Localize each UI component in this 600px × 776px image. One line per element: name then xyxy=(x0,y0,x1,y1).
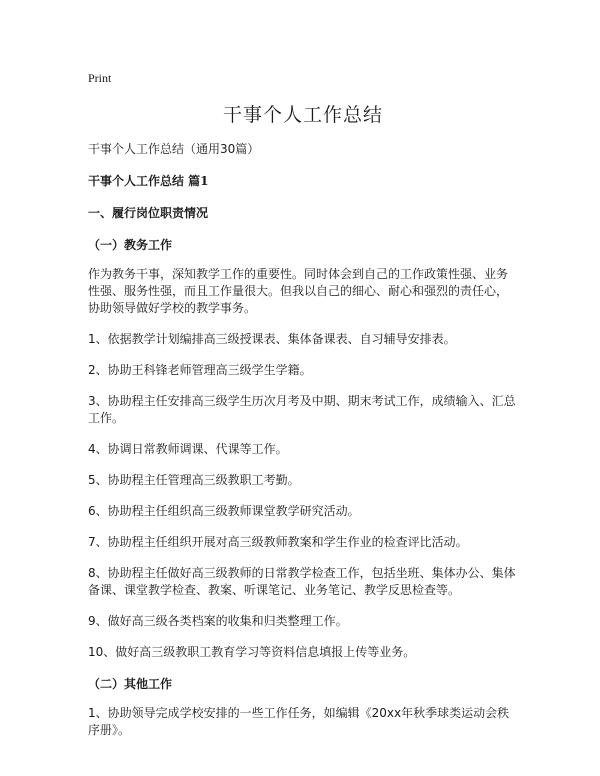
intro-paragraph: 作为教务干事，深知教学工作的重要性。同时体会到自己的工作政策性强、业务性强、服务性强，而且工作量很大。但我以自己的细心、耐心和强烈的责任心，协助领导做好学校的教学事务。 xyxy=(88,267,509,315)
list-item: 2、协助王科锋老师管理高三级学生学籍。 xyxy=(88,363,312,377)
list-item: 1、协助领导完成学校安排的一些工作任务，如编辑《20xx年秋季球类运动会秩序册》。 xyxy=(88,706,510,737)
subsection-heading-other: （二）其他工作 xyxy=(88,677,173,691)
list-item: 9、做好高三级各类档案的收集和归类整理工作。 xyxy=(88,614,348,628)
page-title: 干事个人工作总结 xyxy=(222,104,383,126)
list-item: 10、做好高三级教职工教育学习等资料信息填报上传等业务。 xyxy=(88,645,416,659)
section-heading-duties: 一、履行岗位职责情况 xyxy=(88,206,209,220)
list-item: 8、协助程主任做好高三级教师的日常教学检查工作，包括坐班、集体办公、集体备课、课堂教学检查、教案、听课笔记、业务笔记、教学反思检查等。 xyxy=(88,566,516,597)
list-item: 3、协助程主任安排高三级学生历次月考及中期、期末考试工作，成绩输入、汇总工作。 xyxy=(88,394,516,425)
document-page xyxy=(88,64,518,739)
list-item: 7、协助程主任组织开展对高三级教师教案和学生作业的检查评比活动。 xyxy=(88,535,468,549)
subsection-heading-academic: （一）教务工作 xyxy=(88,238,173,252)
list-item: 5、协助程主任管理高三级教职工考勤。 xyxy=(88,473,300,487)
article-heading: 干事个人工作总结 篇1 xyxy=(88,174,209,188)
list-item: 1、依据教学计划编排高三级授课表、集体备课表、自习辅导安排表。 xyxy=(88,332,456,346)
list-item: 4、协调日常教师调课、代课等工作。 xyxy=(88,442,288,456)
document-subtitle: 干事个人工作总结（通用30篇） xyxy=(88,142,260,156)
list-item: 6、协助程主任组织高三级教师课堂教学研究活动。 xyxy=(88,504,360,518)
print-label[interactable]: Print xyxy=(88,71,112,85)
